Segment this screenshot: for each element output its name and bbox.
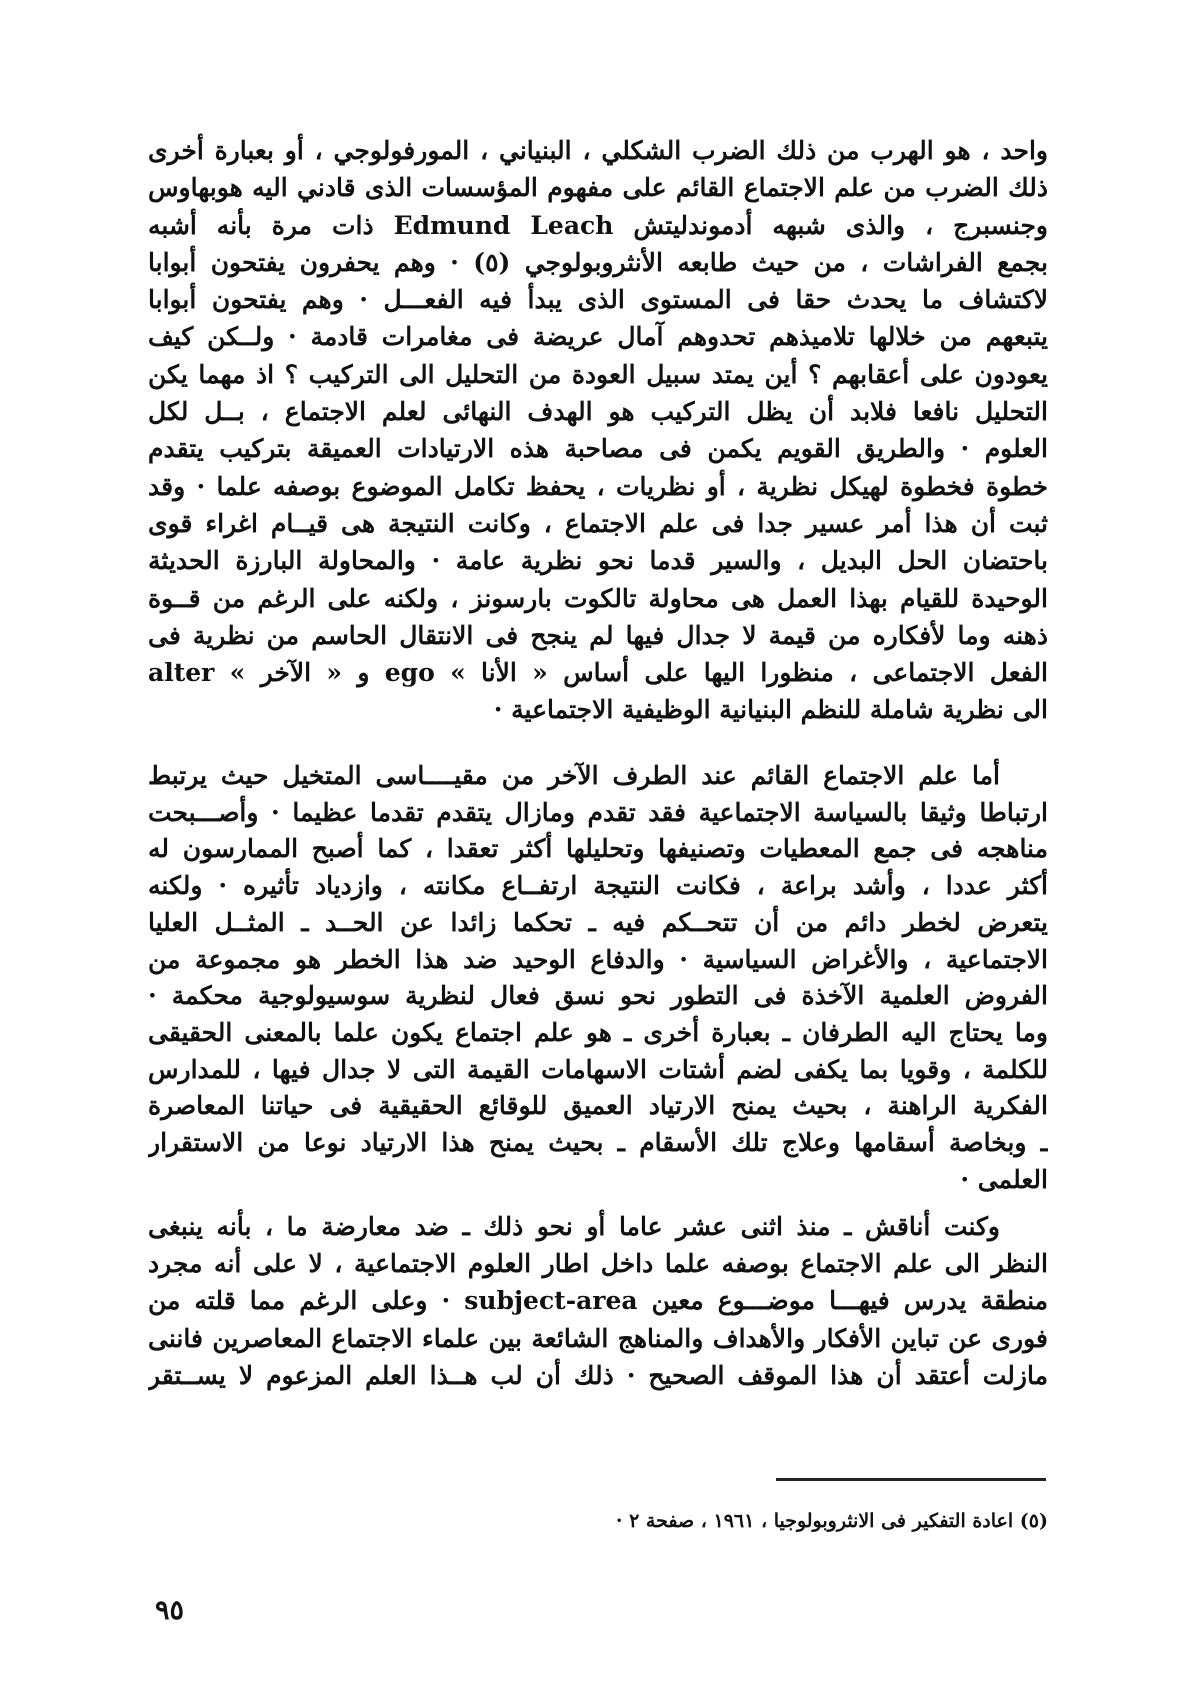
text-line: الفعل الاجتماعى ، منظورا اليها على أساس « الأنا » ego و « الآخر » alter [148,658,1048,688]
text-line: فورى عن تباين الأفكار والأهداف والمناهج الشائعة بين علماء الاجتماع المعاصرين فاننى [148,1323,1048,1353]
paragraph-3 [148,1208,1048,1394]
text-line: منطقة يدرس فيهـــا موضـــوع معين subject-area · وعلى الرغم مما قلته من [148,1286,1048,1316]
text-line: الفروض العلمية الآخذة فى التطور نحو نسق فعال لنظرية سوسيولوجية محكمة · [148,981,1048,1011]
text-line: مناهجه فى جمع المعطيات وتصنيفها وتحليلها أكثر تعقدا ، كما أصبح الممارسون له [148,834,1048,864]
text-line: واحد ، هو الهرب من ذلك الضرب الشكلي ، البنياني ، المورفولوجي ، أو بعبارة أخرى [148,136,1048,165]
text-line: مازلت أعتقد أن هذا الموقف الصحيح · ذلك أن لب هــذا العلم المزعوم لا يســتقر [148,1360,1048,1390]
text-line: الاجتماعية ، والأغراض السياسية · والدفاع الوحيد ضد هذا الخطر هو مجموعة من [148,944,1048,974]
text-line: ـ وبخاصة أسقامها وعلاج تلك الأسقام ـ بحيث يمنح هذا الارتياد نوعا من الاستقرار [148,1128,1048,1158]
text-line: يتعرض لخطر دائم من أن تتحــكم فيه ـ تحكما زائدا عن الحــد ـ المثــل العليا [148,907,1048,937]
text-line: يعودون على أعقابهم ؟ أين يمتد سبيل العودة من التحليل الى التركيب ؟ اذ مهما يكن [148,359,1048,389]
text-line: وجنسبرج ، والذى شبهه أدموندليتش Edmund Leach ذات مرة بأنه أشبه [148,210,1048,240]
paragraph-2 [148,758,1048,1198]
text-line: بجمع الفراشات ، من حيث طابعه الأنثروبولوجي (٥) · وهم يحفرون يفتحون أبوابا [148,247,1048,277]
text-line: ثبت أن هذا أمر عسير جدا فى علم الاجتماع ، وكانت النتيجة هى قيــام اغراء قوى [148,508,1048,538]
text-line: خطوة فخطوة لهيكل نظرية ، أو نظريات ، يحفظ تكامل الموضوع بوصفه علما · وقد [148,471,1048,501]
text-line: للكلمة ، وقويا بما يكفى لضم أشتات الاسهامات القيمة التى لا جدال فيها ، للمدارس [148,1054,1048,1084]
text-line: العلمى · [960,1164,1048,1194]
text-line: التحليل نافعا فلابد أن يظل التركيب هو الهدف النهائى لعلم الاجتماع ، بــل لكل [148,397,1048,427]
text-line: وما يحتاج اليه الطرفان ـ بعبارة أخرى ـ هو علم اجتماع يكون علما بالمعنى الحقيقى [148,1017,1048,1047]
footnote-divider [776,1478,1046,1481]
text-line: الوحيدة للقيام بهذا العمل هى محاولة تالكوت بارسونز ، ولكنه على الرغم من قــوة [148,583,1048,613]
text-line: ذلك الضرب من علم الاجتماع القائم على مفهوم المؤسسات الذى قادني اليه هوبهاوس [148,173,1048,203]
page-number: ٩٥ [155,1595,185,1626]
footnote: (٥) اعادة التفكير فى الانثروبولوجيا ، ١٩٦١ ، صفحة ٢ · [615,1510,1048,1532]
text-line: لاكتشاف ما يحدث حقا فى المستوى الذى يبدأ فيه الفعـــل · وهم يفتحون أبوابا [148,285,1048,315]
text-line: أما علم الاجتماع القائم عند الطرف الآخر من مقيــــاسى المتخيل حيث يرتبط [148,761,1000,790]
text-line: ذهنه وما لأفكاره من قيمة لا جدال فيها لم ينجح فى الانتقال الحاسم من نظرية فى [148,620,1048,650]
text-line: النظر الى علم الاجتماع بوصفه علما داخل اطار العلوم الاجتماعية ، لا على أنه مجرد [148,1249,1048,1279]
text-line: الى نظرية شاملة للنظم البنيانية الوظيفية الاجتماعية · [493,695,1048,725]
text-line: وكنت أناقش ـ منذ اثنى عشر عاما أو نحو ذلك ـ ضد معارضة ما ، بأنه ينبغى [148,1212,1000,1241]
text-line: يتبعهم من خلالها تلاميذهم تحدوهم آمال عريضة فى مغامرات قادمة · ولــكن كيف [148,322,1048,352]
text-line: أكثر عددا ، وأشد براعة ، فكانت النتيجة ارتفــاع مكانته ، وازدياد تأثيره · ولكنه [148,871,1048,901]
text-line: باحتضان الحل البديل ، والسير قدما نحو نظرية عامة · والمحاولة البارزة الحديثة [148,546,1048,576]
text-line: ارتباطا وثيقا بالسياسة الاجتماعية فقد تقدم ومازال يتقدم تقدما عظيما · وأصـــبحت [148,797,1048,827]
text-line: الفكرية الراهنة ، بحيث يمنح الارتياد العميق للوقائع الحقيقية فى حياتنا المعاصرة [148,1091,1048,1121]
paragraph-1 [148,132,1048,729]
text-line: العلوم · والطريق القويم يكمن فى مصاحبة هذه الارتيادات العميقة بتركيب يتقدم [148,434,1048,464]
